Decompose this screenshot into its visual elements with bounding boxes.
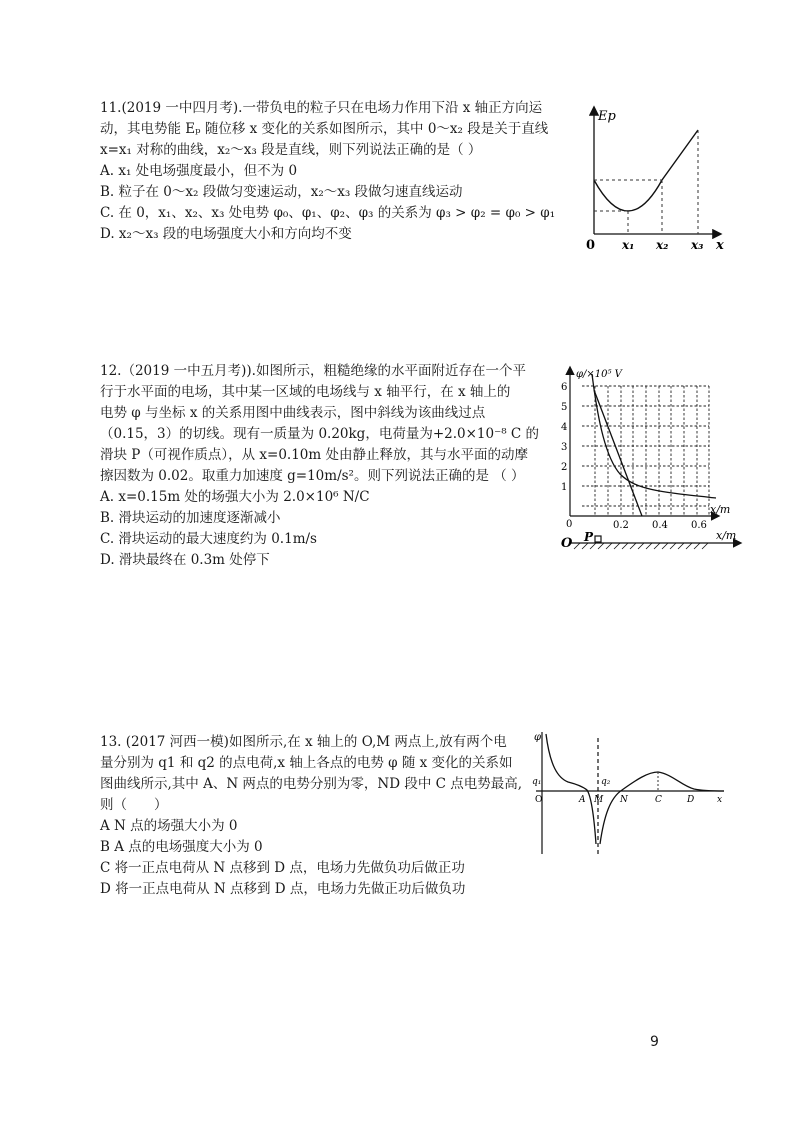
q11-tick-x3: x₃: [691, 238, 704, 252]
q12-option-d: D. 滑块最终在 0.3m 处停下: [100, 552, 270, 568]
q12-xlabel: x/m: [710, 503, 731, 516]
q11-tick-x2: x₂: [656, 238, 669, 252]
q13-xlabel: x: [717, 795, 723, 805]
q13-label-c: C: [655, 795, 662, 805]
q11-xlabel: x: [716, 238, 724, 253]
q12-figure: [560, 362, 750, 550]
question-12: [100, 361, 539, 571]
q11-option-d: D. x₂～x₃ 段的电场强度大小和方向均不变: [100, 226, 352, 242]
q12-bottom-xlabel: x/m: [716, 529, 737, 542]
q13-origin: O: [535, 795, 543, 805]
q12-ytick: 3: [561, 442, 568, 453]
q12-slider-block: [595, 536, 601, 542]
q12-ytick: 4: [561, 422, 568, 433]
q12-point-label: P: [584, 530, 594, 544]
q13-curve-left: [546, 734, 596, 844]
q12-ytick: 1: [561, 482, 568, 493]
q12-ground-hatch: [574, 543, 708, 549]
q11-line: 动，其电势能 Eₚ 随位移 x 变化的关系如图所示，其中 0～x₂ 段是关于直线: [100, 121, 549, 137]
q13-option-c: C 将一正点电荷从 N 点移到 D 点，电场力先做负功后做正功: [100, 860, 465, 876]
q13-label-n: N: [620, 795, 628, 805]
q12-line: 电势 φ 与坐标 x 的关系用图中曲线表示，图中斜线为该曲线过点: [100, 405, 486, 421]
q11-option-a: A. x₁ 处电场强度最小，但不为 0: [100, 163, 298, 179]
q12-origin: 0: [566, 519, 573, 530]
q11-tick-x1: x₁: [622, 238, 635, 252]
q13-label-a: A: [579, 795, 586, 805]
q13-line: 13. (2017 河西一模)如图所示,在 x 轴上的 O,M 两点上,放有两个电: [100, 734, 507, 750]
q11-option-b: B. 粒子在 0～x₂ 段做匀变速运动，x₂～x₃ 段做匀速直线运动: [100, 184, 463, 200]
q12-bottom-origin: O: [561, 536, 573, 550]
q12-ylabel: φ/×10⁵ V: [576, 369, 622, 380]
q12-ytick: 5: [561, 402, 568, 413]
question-13: [100, 732, 522, 900]
q12-option-b: B. 滑块运动的加速度逐渐减小: [100, 510, 281, 526]
q12-line: 擦因数为 0.02。取重力加速度 g=10m/s²。则下列说法正确的是 （ ）: [100, 468, 525, 484]
q13-line: 图曲线所示,其中 A、N 两点的电势分别为零，ND 段中 C 点电势最高,: [100, 776, 523, 792]
q12-grid: [582, 386, 709, 516]
q13-ylabel: φ: [534, 732, 542, 743]
q13-q2-label: q₂: [601, 777, 611, 787]
q12-ytick: 6: [561, 382, 568, 393]
q12-xtick: 0.6: [691, 520, 707, 531]
q12-option-a: A. x=0.15m 处的场强大小为 2.0×10⁶ N/C: [100, 489, 370, 505]
page-number: 9: [650, 1034, 659, 1050]
q12-xtick: 0.2: [613, 520, 629, 531]
q12-line: （0.15，3）的切线。现有一质量为 0.20kg，电荷量为+2.0×10⁻⁸ C 的: [100, 426, 540, 442]
q11-figure: [580, 100, 730, 260]
q11-line: 11.(2019 一中四月考).一带负电的粒子只在电场力作用下沿 x 轴正方向运: [100, 100, 543, 116]
q12-option-c: C. 滑块运动的最大速度约为 0.1m/s: [100, 531, 317, 547]
q11-curve: [594, 130, 698, 211]
q13-figure: [532, 726, 732, 858]
q11-option-c: C. 在 0，x₁、x₂、x₃ 处电势 φ₀、φ₁、φ₂、φ₃ 的关系为 φ₃ > φ₂ = φ₀ > φ₁: [100, 205, 556, 221]
q13-option-b: B A 点的电场强度大小为 0: [100, 839, 263, 855]
q12-line: 滑块 P（可视作质点），从 x=0.10m 处由静止释放，其与水平面的动摩: [100, 447, 528, 463]
q11-line: x=x₁ 对称的曲线，x₂～x₃ 段是直线，则下列说法正确的是（ ）: [100, 142, 482, 158]
q13-curve-right: [600, 772, 724, 844]
q12-xtick: 0.4: [652, 520, 668, 531]
q13-line: 量分别为 q1 和 q2 的点电荷,x 轴上各点的电势 φ 随 x 变化的关系如: [100, 755, 513, 771]
q12-line: 行于水平面的电场，其中某一区域的电场线与 x 轴平行，在 x 轴上的: [100, 384, 511, 400]
q12-ytick: 2: [561, 462, 568, 473]
question-11: [100, 98, 555, 245]
q13-line: 则（ ）: [100, 797, 168, 813]
q13-option-d: D 将一正点电荷从 N 点移到 D 点，电场力先做正功后做负功: [100, 881, 466, 897]
q12-line: 12.（2019 一中五月考)).如图所示，粗糙绝缘的水平面附近存在一个平: [100, 363, 526, 379]
q13-label-m: M: [594, 795, 604, 805]
q11-ylabel: Ep: [598, 109, 616, 124]
q13-q1-label: q₁: [532, 777, 542, 787]
q13-label-d: D: [687, 795, 695, 805]
q12-tangent: [594, 390, 642, 516]
q11-origin: 0: [586, 238, 596, 253]
q13-option-a: A N 点的场强大小为 0: [100, 818, 238, 834]
